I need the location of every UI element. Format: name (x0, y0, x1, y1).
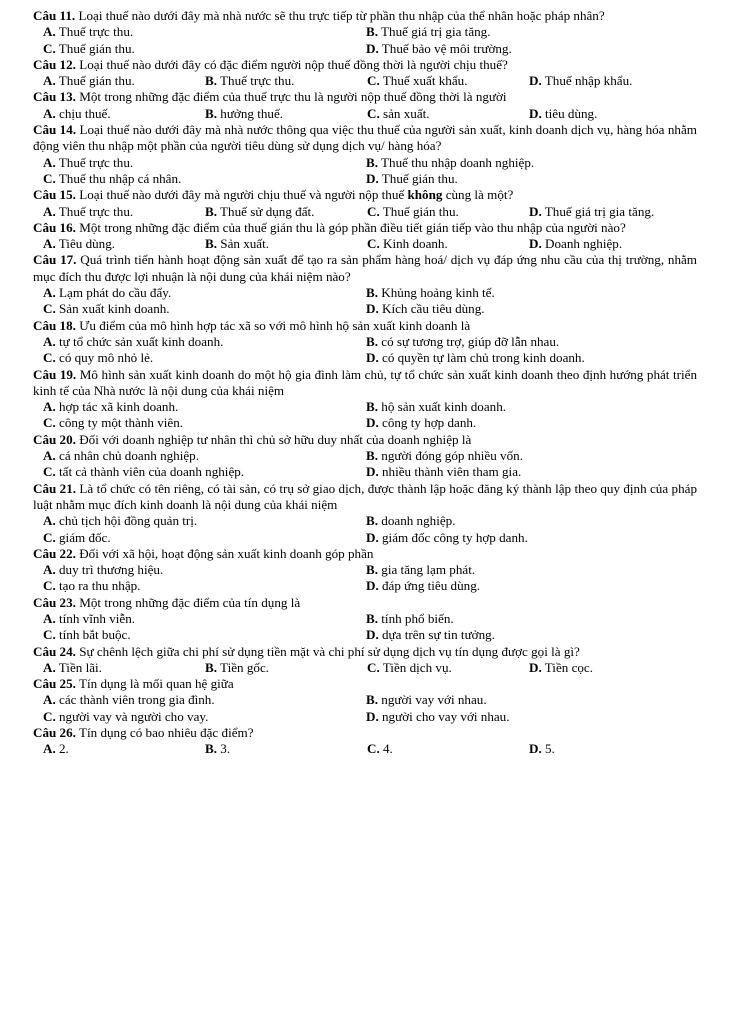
answer-option (356, 171, 679, 187)
option-letter: B. (366, 333, 379, 349)
question-block (33, 318, 697, 367)
option-letter: D. (366, 578, 379, 594)
option-letter: D. (366, 529, 379, 545)
option-text: Kích cầu tiêu dùng. (378, 301, 485, 317)
answer-option (356, 41, 679, 57)
option-text: hưởng thuế. (217, 105, 284, 121)
question-text: Mô hình sản xuất kinh doanh do một hộ gia đình làm chủ, tự tổ chức sản xuất kinh doanh theo định hướng phát triển kinh tế của Nhà nước là nội dung của khái niệm (33, 366, 697, 398)
question-stem (33, 8, 697, 24)
answer-option (195, 204, 357, 220)
option-text: Thuế trực thu. (55, 203, 134, 219)
option-letter: A. (43, 24, 56, 40)
option-text: giám đốc công ty hợp danh. (378, 529, 528, 545)
option-text: hộ sản xuất kinh doanh. (378, 399, 507, 415)
question-block (33, 8, 697, 57)
option-letter: A. (43, 236, 56, 252)
answer-option (356, 627, 679, 643)
answer-option (519, 204, 681, 220)
option-text: doanh nghiệp. (378, 513, 456, 529)
answer-option (33, 236, 195, 252)
question-stem (33, 57, 697, 73)
answer-option (33, 448, 356, 464)
answer-option (357, 741, 519, 757)
option-text: tự tổ chức sản xuất kinh doanh. (55, 333, 224, 349)
option-text: Thuế sử dụng đất. (217, 203, 315, 219)
answer-option (356, 350, 679, 366)
option-letter: C. (43, 40, 56, 56)
option-text: duy trì thương hiệu. (55, 562, 164, 578)
question-stem (33, 318, 697, 334)
option-text: Tiền dịch vụ. (379, 659, 452, 675)
answer-option (195, 106, 357, 122)
option-letter: D. (366, 301, 379, 317)
answer-options (33, 24, 697, 57)
option-text: Thuế giá trị gia tăng. (541, 203, 655, 219)
answer-option (33, 155, 356, 171)
option-text: Tiền lãi. (55, 659, 102, 675)
answer-option (33, 692, 356, 708)
option-letter: A. (43, 448, 56, 464)
answer-options (33, 611, 697, 644)
option-text: 5. (541, 741, 555, 757)
answer-options (33, 73, 697, 89)
option-text: người đóng góp nhiều vốn. (378, 448, 523, 464)
answer-option (356, 709, 679, 725)
option-letter: D. (366, 627, 379, 643)
option-text: các thành viên trong gia đình. (55, 692, 215, 708)
answer-option (33, 578, 356, 594)
answer-option (356, 334, 679, 350)
question-text: Loại thuế nào dưới đây mà nhà nước sẽ thu trực tiếp từ phần thu nhập của thể nhân hoặc pháp nhân? (78, 8, 605, 23)
answer-options (33, 660, 697, 676)
question-text: Một trong những đặc điểm của thuế gián thu là góp phần điều tiết gián tiếp vào thu nhập của người nào? (79, 219, 626, 235)
option-letter: A. (43, 513, 56, 529)
question-number: Câu 15. (33, 187, 76, 203)
question-text: cùng là một? (442, 187, 514, 203)
answer-option (357, 660, 519, 676)
question-text: Là tổ chức có tên riêng, có tài sản, có trụ sở giao dịch, được thành lập hoặc đăng ký thành lập theo quy định của pháp luật nhằm mục đích kinh doanh là nội dung của khái niệm (33, 480, 697, 512)
question-stem (33, 187, 697, 203)
answer-option (33, 73, 195, 89)
option-letter: A. (43, 285, 56, 301)
question-block (33, 432, 697, 481)
option-text: có quy mô nhỏ lẻ. (55, 350, 154, 366)
question-block (33, 57, 697, 90)
option-letter: B. (205, 105, 218, 121)
option-letter: D. (529, 236, 542, 252)
question-number: Câu 18. (33, 317, 76, 333)
option-text: Thuế gián thu. (378, 170, 458, 186)
question-number: Câu 13. (33, 89, 76, 105)
option-letter: C. (43, 627, 56, 643)
answer-option (33, 334, 356, 350)
answer-option (356, 301, 679, 317)
option-text: gia tăng lạm phát. (378, 562, 476, 578)
option-text: nhiều thành viên tham gia. (378, 464, 522, 480)
option-letter: A. (43, 610, 56, 626)
option-text: công ty một thành viên. (55, 415, 184, 431)
answer-option (356, 448, 679, 464)
option-text: tiêu dùng. (541, 105, 598, 121)
answer-option (33, 741, 195, 757)
question-block (33, 595, 697, 644)
option-letter: C. (43, 708, 56, 724)
option-letter: D. (366, 170, 379, 186)
question-text: Tín dụng có bao nhiêu đặc điểm? (78, 725, 254, 741)
answer-option (356, 530, 679, 546)
answer-options (33, 285, 697, 318)
option-letter: D. (529, 659, 542, 675)
question-block (33, 367, 697, 432)
option-letter: B. (366, 610, 379, 626)
question-stem (33, 367, 697, 400)
option-text: Thuế gián thu. (379, 203, 459, 219)
option-letter: B. (366, 24, 379, 40)
question-number: Câu 12. (33, 56, 76, 72)
question-stem (33, 252, 697, 285)
answer-option (33, 709, 356, 725)
question-block (33, 187, 697, 220)
question-text: Một trong những đặc điểm của thuế trực thu là người nộp thuế đồng thời là người (79, 89, 507, 105)
option-letter: A. (43, 203, 56, 219)
option-letter: A. (43, 399, 56, 415)
option-text: Tiêu dùng. (55, 236, 116, 252)
answer-option (195, 660, 357, 676)
question-stem (33, 595, 697, 611)
option-text: Thuế gián thu. (55, 40, 135, 56)
question-block (33, 252, 697, 317)
answer-option (33, 399, 356, 415)
answer-option (356, 285, 679, 301)
option-letter: B. (205, 73, 218, 89)
answer-option (33, 285, 356, 301)
option-letter: B. (366, 448, 379, 464)
question-stem (33, 725, 697, 741)
option-letter: A. (43, 73, 56, 89)
answer-option (33, 464, 356, 480)
answer-options (33, 236, 697, 252)
option-letter: C. (367, 659, 380, 675)
option-text: 2. (55, 741, 69, 757)
answer-option (519, 660, 681, 676)
option-text: hợp tác xã kinh doanh. (55, 399, 179, 415)
option-text: chịu thuế. (55, 105, 111, 121)
answer-options (33, 106, 697, 122)
option-text: Thuế thu nhập cá nhân. (55, 170, 182, 186)
option-letter: A. (43, 154, 56, 170)
option-letter: B. (366, 692, 379, 708)
option-text: có quyền tự làm chủ trong kinh doanh. (378, 350, 585, 366)
option-letter: C. (43, 350, 56, 366)
question-block (33, 481, 697, 546)
answer-option (33, 350, 356, 366)
option-letter: A. (43, 741, 56, 757)
answer-option (356, 611, 679, 627)
answer-option (357, 236, 519, 252)
question-number: Câu 11. (33, 8, 76, 23)
option-letter: B. (205, 236, 218, 252)
option-text: công ty hợp danh. (378, 415, 477, 431)
answer-options (33, 334, 697, 367)
option-letter: B. (366, 562, 379, 578)
option-text: tạo ra thu nhập. (55, 578, 141, 594)
option-text: tính phổ biến. (378, 610, 454, 626)
option-text: Thuế xuất khẩu. (379, 73, 468, 89)
question-stem (33, 122, 697, 155)
option-text: chủ tịch hội đồng quản trị. (55, 513, 198, 529)
answer-option (33, 41, 356, 57)
option-text: giám đốc. (55, 529, 111, 545)
question-number: Câu 19. (33, 366, 77, 382)
option-letter: D. (529, 741, 542, 757)
answer-option (356, 513, 679, 529)
answer-option (356, 155, 679, 171)
option-letter: A. (43, 692, 56, 708)
answer-option (195, 741, 357, 757)
option-letter: B. (366, 399, 379, 415)
option-text: 4. (379, 741, 393, 757)
option-letter: D. (366, 708, 379, 724)
question-block (33, 546, 697, 595)
answer-option (33, 24, 356, 40)
answer-options (33, 562, 697, 595)
answer-option (33, 611, 356, 627)
option-text: Tiền gốc. (217, 659, 270, 675)
option-letter: C. (367, 105, 380, 121)
answer-option (356, 24, 679, 40)
question-block (33, 122, 697, 187)
question-text: Ưu điểm của mô hình hợp tác xã so với mô hình hộ sản xuất kinh doanh là (79, 317, 471, 333)
option-text: đáp ứng tiêu dùng. (378, 578, 481, 594)
option-letter: A. (43, 333, 56, 349)
question-text: Loại thuế nào dưới đây có đặc điểm người nộp thuế đồng thời là người chịu thuế? (79, 56, 508, 72)
answer-option (356, 399, 679, 415)
option-letter: D. (529, 73, 542, 89)
answer-option (519, 106, 681, 122)
answer-option (195, 73, 357, 89)
question-text: Loại thuế nào dưới đây mà nhà nước thông qua việc thu thuế của người sản xuất, kinh doanh dịch vụ, hàng hóa nhằm động viên thu nhập một phần của người tiêu dùng sử dụng dịch vụ/ hàng hóa? (33, 122, 697, 154)
question-block (33, 220, 697, 253)
answer-options (33, 204, 697, 220)
answer-options (33, 448, 697, 481)
answer-option (357, 106, 519, 122)
answer-option (195, 236, 357, 252)
option-letter: B. (366, 513, 379, 529)
option-text: tính vĩnh viễn. (55, 610, 136, 626)
question-block (33, 725, 697, 758)
answer-option (519, 741, 681, 757)
question-text: Loại thuế nào dưới đây mà người chịu thuế và người nộp thuế (79, 187, 408, 203)
question-stem (33, 644, 697, 660)
option-text: Thuế trực thu. (55, 24, 134, 40)
answer-option (33, 660, 195, 676)
option-letter: C. (367, 73, 380, 89)
answer-options (33, 155, 697, 188)
option-text: Sản xuất kinh doanh. (55, 301, 170, 317)
option-text: người vay với nhau. (378, 692, 487, 708)
option-text: dựa trên sự tin tưởng. (378, 627, 495, 643)
option-text: Thuế bảo vệ môi trường. (378, 40, 512, 56)
question-block (33, 89, 697, 122)
option-text: tính bắt buộc. (55, 627, 131, 643)
option-letter: C. (43, 415, 56, 431)
question-number: Câu 16. (33, 219, 76, 235)
answer-option (356, 562, 679, 578)
answer-options (33, 399, 697, 432)
option-letter: B. (205, 741, 218, 757)
question-text: Tín dụng là mối quan hệ giữa (78, 676, 234, 692)
answer-option (33, 204, 195, 220)
question-stem (33, 89, 697, 105)
answer-option (356, 415, 679, 431)
question-text: Đối với doanh nghiệp tư nhân thì chủ sở hữu duy nhất của doanh nghiệp là (79, 431, 472, 447)
option-letter: C. (43, 578, 56, 594)
question-number: Câu 23. (33, 594, 76, 610)
option-letter: C. (367, 203, 380, 219)
option-text: Thuế trực thu. (55, 154, 134, 170)
answer-option (356, 692, 679, 708)
option-text: có sự tương trợ, giúp đỡ lẫn nhau. (378, 333, 560, 349)
option-letter: B. (366, 154, 379, 170)
option-letter: D. (366, 415, 379, 431)
option-text: Sản xuất. (217, 236, 270, 252)
option-letter: B. (205, 203, 218, 219)
question-number: Câu 14. (33, 122, 77, 138)
answer-option (519, 236, 681, 252)
answer-options (33, 513, 697, 546)
answer-option (33, 171, 356, 187)
answer-option (357, 204, 519, 220)
option-letter: A. (43, 105, 56, 121)
answer-option (33, 562, 356, 578)
option-letter: D. (366, 350, 379, 366)
question-stem (33, 481, 697, 514)
question-stem (33, 676, 697, 692)
question-block (33, 676, 697, 725)
answer-option (33, 301, 356, 317)
question-text: Đối với xã hội, hoạt động sản xuất kinh doanh góp phần (79, 545, 374, 561)
option-text: Thuế thu nhập doanh nghiệp. (378, 154, 535, 170)
answer-option (519, 73, 681, 89)
answer-option (33, 627, 356, 643)
option-letter: C. (367, 236, 380, 252)
answer-option (356, 464, 679, 480)
option-text: Lạm phát do cầu đẩy. (55, 285, 172, 301)
question-emphasis: không (407, 187, 443, 203)
option-letter: D. (366, 464, 379, 480)
option-letter: C. (43, 529, 56, 545)
question-number: Câu 22. (33, 545, 76, 561)
question-text: Một trong những đặc điểm của tín dụng là (79, 594, 301, 610)
option-letter: C. (43, 301, 56, 317)
option-letter: C. (43, 170, 56, 186)
option-text: tất cả thành viên của doanh nghiệp. (55, 464, 245, 480)
answer-option (356, 578, 679, 594)
question-stem (33, 432, 697, 448)
option-letter: B. (366, 285, 379, 301)
option-letter: D. (366, 40, 379, 56)
question-stem (33, 546, 697, 562)
option-letter: C. (367, 741, 380, 757)
option-text: người cho vay với nhau. (378, 708, 510, 724)
option-text: Doanh nghiệp. (541, 236, 623, 252)
option-text: Thuế giá trị gia tăng. (378, 24, 491, 40)
question-number: Câu 24. (33, 643, 76, 659)
option-text: Tiền cọc. (541, 659, 594, 675)
option-letter: C. (43, 464, 56, 480)
option-text: Thuế gián thu. (55, 73, 135, 89)
question-text: Quá trình tiến hành hoạt động sản xuất để tạo ra sản phẩm hàng hoá/ dịch vụ đáp ứng nhu cầu của thị trường, nhằm mục đích thu được lợi nhuận là nội dung của khái niệm nào? (33, 252, 697, 284)
option-letter: A. (43, 659, 56, 675)
option-text: 3. (217, 741, 231, 757)
answer-options (33, 692, 697, 725)
option-letter: A. (43, 562, 56, 578)
question-number: Câu 26. (33, 725, 76, 741)
option-text: Thuế nhập khẩu. (541, 73, 633, 89)
question-number: Câu 17. (33, 252, 77, 268)
question-number: Câu 20. (33, 431, 76, 447)
option-text: sản xuất. (379, 105, 430, 121)
question-text: Sự chênh lệch giữa chi phí sử dụng tiền mặt và chi phí sử dụng dịch vụ tín dụng được gọi là gì? (79, 643, 580, 659)
answer-option (33, 530, 356, 546)
answer-option (33, 513, 356, 529)
question-number: Câu 21. (33, 480, 77, 496)
answer-options (33, 741, 697, 757)
option-text: Kinh doanh. (379, 236, 448, 252)
question-block (33, 644, 697, 677)
option-text: Thuế trực thu. (217, 73, 295, 89)
option-text: người vay và người cho vay. (55, 708, 209, 724)
answer-option (33, 415, 356, 431)
option-text: Khủng hoảng kinh tế. (378, 285, 495, 301)
option-letter: D. (529, 105, 542, 121)
option-text: cá nhân chủ doanh nghiệp. (55, 448, 199, 464)
answer-option (357, 73, 519, 89)
answer-option (33, 106, 195, 122)
question-number: Câu 25. (33, 676, 76, 692)
option-letter: D. (529, 203, 542, 219)
question-stem (33, 220, 697, 236)
option-letter: B. (205, 659, 218, 675)
